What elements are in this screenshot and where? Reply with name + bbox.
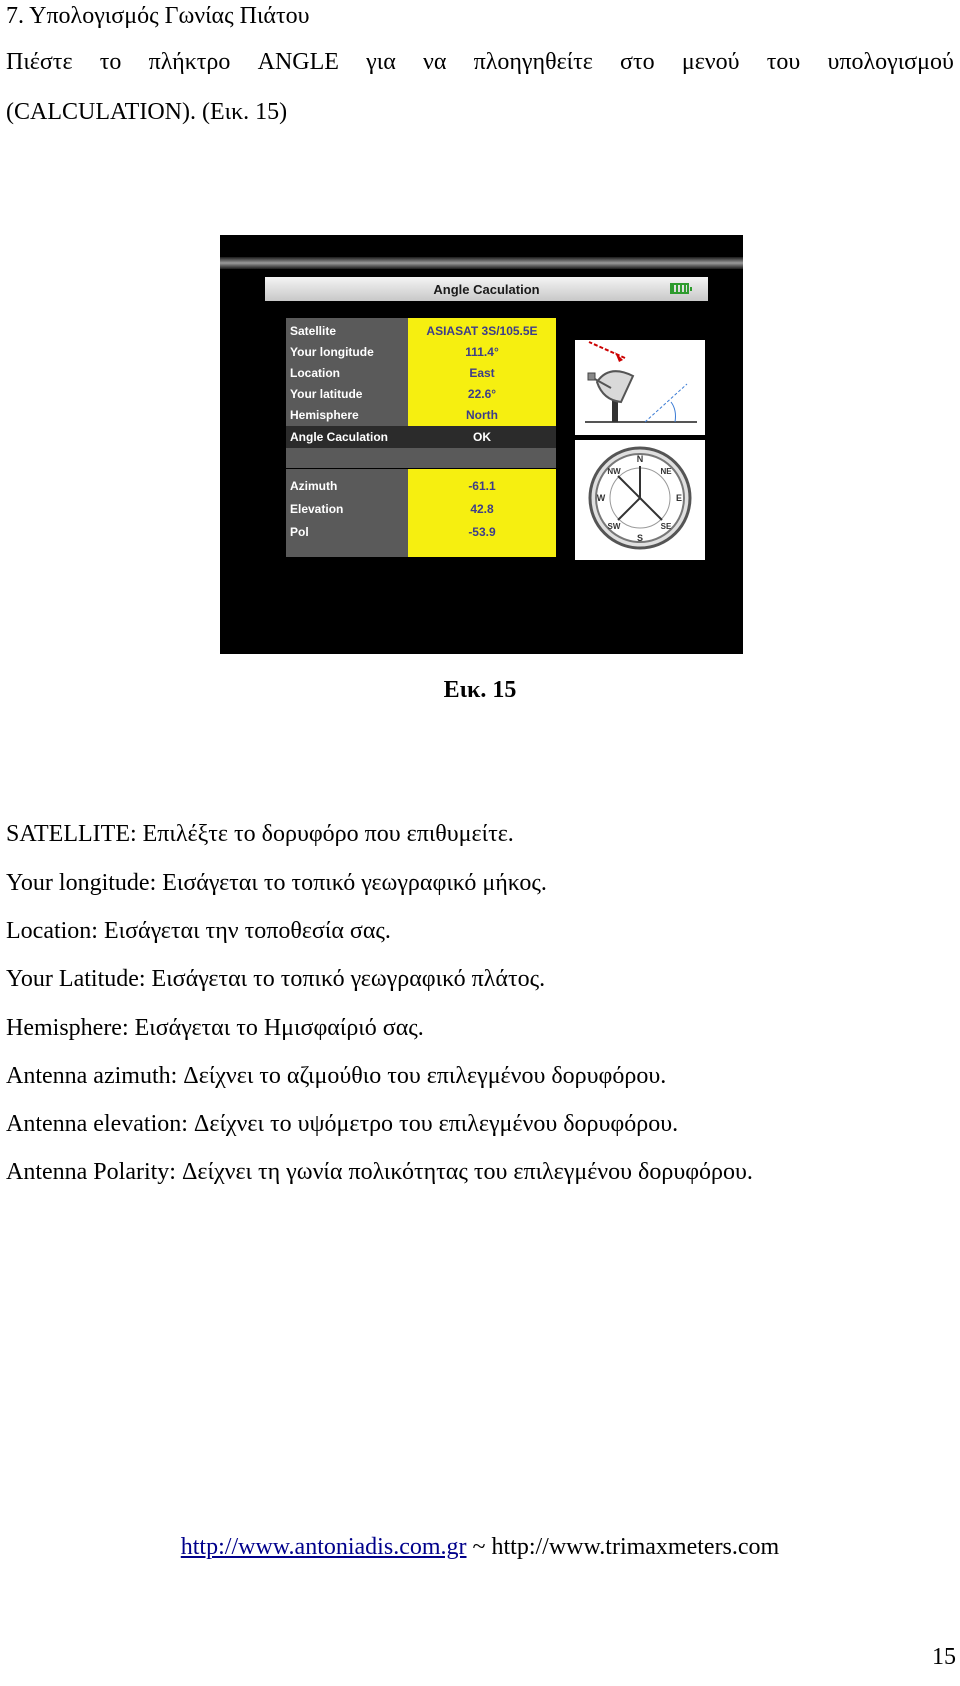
intro-word: του (766, 49, 801, 75)
intro-word: να (422, 49, 447, 75)
settings-value: 111.4° (408, 341, 556, 363)
result-value: -61.1 (408, 475, 556, 497)
compass-icon (575, 440, 705, 560)
intro-line-2: (CALCULATION). (Εικ. 15) (6, 99, 288, 125)
settings-label: Your latitude (286, 383, 408, 405)
result-value: 42.8 (408, 498, 556, 520)
intro-word: μενού (681, 49, 740, 75)
definition-latitude: Your Latitude: Εισάγεται το τοπικό γεωγραφικό πλάτος. (6, 966, 546, 992)
footer-link-antoniadis[interactable]: http://www.antoniadis.com.gr (180, 1534, 467, 1560)
compass-letter-s: S (636, 533, 644, 543)
settings-label: Location (286, 362, 408, 384)
compass-illustration (575, 440, 705, 560)
definition-elevation: Antenna elevation: Δείχνει το υψόμετρο του επιλεγμένου δορυφόρου. (6, 1111, 679, 1137)
footer-url-trimax: http://www.trimaxmeters.com (491, 1534, 780, 1560)
settings-value: OK (408, 426, 556, 448)
settings-row-hemisphere[interactable] (286, 404, 556, 426)
page-number: 15 (932, 1644, 956, 1670)
settings-value: East (408, 362, 556, 384)
battery-icon (670, 283, 689, 294)
definition-satellite: SATELLITE: Επιλέξτε το δορυφόρο που επιθυμείτε. (6, 821, 514, 847)
definition-hemisphere: Hemisphere: Εισάγεται το Ημισφαίριό σας. (6, 1015, 424, 1041)
settings-row-location[interactable] (286, 362, 556, 384)
definition-polarity: Antenna Polarity: Δείχνει τη γωνία πολικότητας του επιλεγμένου δορυφόρου. (6, 1159, 753, 1185)
compass-letter-e: E (675, 493, 683, 503)
settings-row-longitude[interactable] (286, 341, 556, 363)
result-label: Pol (286, 521, 408, 543)
result-label: Azimuth (286, 475, 408, 497)
section-heading: 7. Υπολογισμός Γωνίας Πιάτου (6, 3, 310, 29)
dish-illustration (575, 340, 705, 435)
settings-value: ASIASAT 3S/105.5E (408, 320, 556, 342)
satellite-dish-icon (575, 340, 705, 435)
intro-word: ANGLE (257, 49, 339, 75)
compass-letter-ne: NE (660, 467, 672, 476)
settings-label: Satellite (286, 320, 408, 342)
result-label: Elevation (286, 498, 408, 520)
intro-word: στο (620, 49, 655, 75)
result-row-pol (286, 521, 556, 543)
compass-letter-se: SE (660, 522, 672, 531)
screen-title: Angle Caculation (433, 282, 540, 297)
results-list (286, 471, 556, 557)
screen-top-bar (220, 257, 743, 269)
intro-line-1 (6, 50, 954, 74)
footer (0, 1535, 960, 1559)
intro-word: το (99, 49, 122, 75)
settings-label: Your longitude (286, 341, 408, 363)
settings-value: North (408, 404, 556, 426)
settings-row-latitude[interactable] (286, 383, 556, 405)
footer-separator: ~ (472, 1534, 486, 1560)
settings-row-satellite[interactable] (286, 320, 556, 342)
result-row-elevation (286, 498, 556, 520)
result-value: -53.9 (408, 521, 556, 543)
compass-letter-n: N (636, 454, 644, 464)
intro-word: υπολογισμού (827, 49, 954, 75)
definition-location: Location: Εισάγεται την τοποθεσία σας. (6, 918, 391, 944)
settings-label: Hemisphere (286, 404, 408, 426)
compass-letter-nw: NW (607, 467, 621, 476)
definition-longitude: Your longitude: Εισάγεται το τοπικό γεωγραφικό μήκος. (6, 870, 547, 896)
intro-word: πλήκτρο (148, 49, 231, 75)
device-screenshot (220, 235, 743, 654)
settings-label: Angle Caculation (286, 426, 408, 448)
settings-value: 22.6° (408, 383, 556, 405)
compass-letter-sw: SW (607, 522, 621, 531)
definition-azimuth: Antenna azimuth: Δείχνει το αζιμούθιο του επιλεγμένου δορυφόρου. (6, 1063, 667, 1089)
intro-word: Πιέστε (6, 49, 73, 75)
intro-word: πλοηγηθείτε (473, 49, 593, 75)
result-row-azimuth (286, 475, 556, 497)
compass-letter-w: W (596, 493, 606, 503)
settings-list (286, 320, 556, 466)
screen-title-bar (265, 277, 708, 301)
settings-row-angle-calculation[interactable] (286, 426, 556, 448)
figure-caption: Εικ. 15 (443, 677, 517, 703)
intro-word: για (366, 49, 396, 75)
